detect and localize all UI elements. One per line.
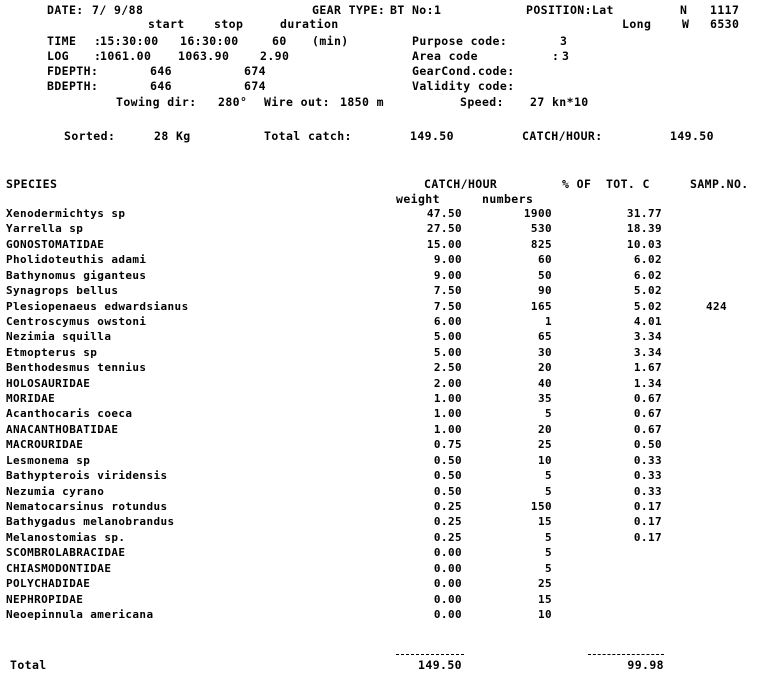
catch-numbers: 25 — [537, 438, 552, 451]
catch-numbers: 15 — [537, 593, 552, 606]
total-catch-value: 149.50 — [410, 129, 454, 143]
catch-numbers: 40 — [537, 377, 552, 390]
catch-weight: 1.00 — [433, 423, 462, 436]
species-name: Lesmonema sp — [6, 454, 91, 467]
towing-direction-label: Towing dir: — [116, 95, 197, 109]
catch-numbers: 5 — [544, 407, 552, 420]
fdepth-start: 646 — [150, 64, 172, 78]
lat-direction: N — [680, 3, 688, 17]
species-name: Pholidoteuthis adami — [6, 253, 147, 266]
percent-total-rule — [588, 654, 664, 655]
total-catch-label: Total catch: — [264, 129, 352, 143]
catch-numbers: 5 — [544, 469, 552, 482]
total-percent: 99.98 — [627, 658, 664, 672]
species-name: Benthodesmus tennius — [6, 361, 147, 374]
bdepth-stop: 674 — [244, 79, 266, 93]
species-name: NEPHROPIDAE — [6, 593, 84, 606]
catch-numbers: 5 — [544, 531, 552, 544]
catch-weight: 0.00 — [433, 593, 462, 606]
species-name: Melanostomias sp. — [6, 531, 126, 544]
catch-weight: 9.00 — [433, 269, 462, 282]
percent-of-total: 0.33 — [633, 454, 662, 467]
catch-numbers: 35 — [537, 392, 552, 405]
validity-code-label: Validity code: — [412, 79, 515, 93]
catch-weight: 0.50 — [433, 454, 462, 467]
percent-of-total: 6.02 — [633, 253, 662, 266]
catch-numbers: 50 — [537, 269, 552, 282]
species-name: MORIDAE — [6, 392, 56, 405]
catch-numbers: 20 — [537, 361, 552, 374]
species-name: Synagrops bellus — [6, 284, 119, 297]
species-name: Nematocarsinus rotundus — [6, 500, 168, 513]
species-column-header: SPECIES — [6, 177, 58, 191]
towing-direction-value: 280° — [218, 95, 248, 109]
percent-of-total: 6.02 — [633, 269, 662, 282]
catch-weight: 9.00 — [433, 253, 462, 266]
catch-numbers: 25 — [537, 577, 552, 590]
catch-numbers: 20 — [537, 423, 552, 436]
catch-weight: 7.50 — [433, 300, 462, 313]
catch-weight: 7.50 — [433, 284, 462, 297]
percent-of-total: 0.67 — [633, 392, 662, 405]
time-separator: : — [94, 34, 102, 48]
lat-value: 1117 — [710, 3, 740, 17]
log-duration: 2.90 — [260, 49, 290, 63]
catch-numbers: 90 — [537, 284, 552, 297]
fdepth-label: FDEPTH: — [47, 64, 99, 78]
total-label: Total — [10, 658, 47, 672]
weight-total-rule — [396, 654, 464, 655]
percent-of-total: 10.03 — [626, 238, 662, 251]
catch-weight: 0.25 — [433, 515, 462, 528]
sorted-label: Sorted: — [64, 129, 116, 143]
species-name: ANACANTHOBATIDAE — [6, 423, 119, 436]
species-name: Centroscymus owstoni — [6, 315, 147, 328]
species-name: Yarrella sp — [6, 222, 84, 235]
catch-numbers: 10 — [537, 608, 552, 621]
log-start: 1061.00 — [100, 49, 152, 63]
catch-numbers: 150 — [530, 500, 552, 513]
purpose-code-label: Purpose code: — [412, 34, 508, 48]
date-label: DATE: — [47, 3, 84, 17]
long-label: Long — [622, 17, 652, 31]
sample-number-column-header: SAMP.NO. — [690, 177, 749, 191]
percent-of-total: 0.50 — [633, 438, 662, 451]
percent-of-total: 3.34 — [633, 346, 662, 359]
percent-of-total: 1.34 — [633, 377, 662, 390]
purpose-code-value: 3 — [560, 34, 568, 48]
catch-weight: 1.00 — [433, 407, 462, 420]
species-name: GONOSTOMATIDAE — [6, 238, 105, 251]
log-separator: : — [94, 49, 102, 63]
area-code-separator: : — [552, 49, 560, 63]
species-name: Plesiopenaeus edwardsianus — [6, 300, 189, 313]
species-name: SCOMBROLABRACIDAE — [6, 546, 126, 559]
catch-numbers: 1 — [544, 315, 552, 328]
catch-numbers: 5 — [544, 562, 552, 575]
catch-numbers: 1900 — [523, 207, 552, 220]
catch-per-hour-label: CATCH/HOUR: — [522, 129, 603, 143]
catch-numbers: 165 — [530, 300, 552, 313]
area-code-label: Area code — [412, 49, 478, 63]
weight-column-header: weight — [396, 192, 440, 206]
catch-numbers: 15 — [537, 515, 552, 528]
percent-of-total: 0.67 — [633, 407, 662, 420]
catch-weight: 0.00 — [433, 562, 462, 575]
area-code-value: 3 — [562, 49, 570, 63]
catch-weight: 0.75 — [433, 438, 462, 451]
gear-type-value: BT No:1 — [390, 3, 442, 17]
percent-of-total: 0.17 — [633, 531, 662, 544]
wire-out-label: Wire out: — [264, 95, 330, 109]
total-weight: 149.50 — [418, 658, 462, 672]
catch-weight: 15.00 — [426, 238, 462, 251]
position-label: POSITION:Lat — [526, 3, 614, 17]
bdepth-label: BDEPTH: — [47, 79, 99, 93]
catch-per-hour-column-header: CATCH/HOUR — [424, 177, 498, 191]
percent-of-total: 3.34 — [633, 330, 662, 343]
percent-of-total: 5.02 — [633, 284, 662, 297]
col-stop-heading: stop — [214, 17, 244, 31]
catch-weight: 0.00 — [433, 546, 462, 559]
percent-of-total: 18.39 — [626, 222, 662, 235]
col-duration-heading: duration — [280, 17, 339, 31]
catch-numbers: 60 — [537, 253, 552, 266]
catch-numbers: 825 — [530, 238, 552, 251]
fdepth-stop: 674 — [244, 64, 266, 78]
catch-weight: 0.00 — [433, 608, 462, 621]
species-name: Nezimia squilla — [6, 330, 112, 343]
species-name: CHIASMODONTIDAE — [6, 562, 112, 575]
gear-condition-label: GearCond.code: — [412, 64, 515, 78]
species-name: Neoepinnula americana — [6, 608, 154, 621]
catch-weight: 1.00 — [433, 392, 462, 405]
sorted-value: 28 Kg — [154, 129, 191, 143]
percent-of-total: 0.17 — [633, 500, 662, 513]
catch-weight: 0.50 — [433, 485, 462, 498]
time-start: 15:30:00 — [100, 34, 159, 48]
percent-of-total: 0.17 — [633, 515, 662, 528]
species-name: Etmopterus sp — [6, 346, 98, 359]
species-name: HOLOSAURIDAE — [6, 377, 91, 390]
percent-total-column-header: % OF TOT. C — [562, 177, 650, 191]
percent-of-total: 4.01 — [633, 315, 662, 328]
species-name: Acanthocaris coeca — [6, 407, 133, 420]
percent-of-total: 5.02 — [633, 300, 662, 313]
percent-of-total: 0.67 — [633, 423, 662, 436]
percent-of-total: 0.33 — [633, 469, 662, 482]
species-name: Bathynomus giganteus — [6, 269, 147, 282]
log-stop: 1063.90 — [178, 49, 230, 63]
catch-weight: 0.00 — [433, 577, 462, 590]
speed-label: Speed: — [460, 95, 504, 109]
catch-numbers: 30 — [537, 346, 552, 359]
catch-numbers: 5 — [544, 485, 552, 498]
catch-per-hour-value: 149.50 — [670, 129, 714, 143]
long-value: 6530 — [710, 17, 740, 31]
speed-value: 27 kn*10 — [530, 95, 589, 109]
catch-weight: 6.00 — [433, 315, 462, 328]
time-stop: 16:30:00 — [180, 34, 239, 48]
catch-weight: 0.25 — [433, 531, 462, 544]
catch-weight: 0.25 — [433, 500, 462, 513]
time-label: TIME — [47, 34, 77, 48]
percent-of-total: 0.33 — [633, 485, 662, 498]
catch-numbers: 10 — [537, 454, 552, 467]
species-name: Bathygadus melanobrandus — [6, 515, 175, 528]
catch-weight: 2.50 — [433, 361, 462, 374]
catch-weight: 5.00 — [433, 330, 462, 343]
catch-numbers: 530 — [530, 222, 552, 235]
time-unit: (min) — [312, 34, 349, 48]
species-name: POLYCHADIDAE — [6, 577, 91, 590]
time-duration: 60 — [272, 34, 287, 48]
catch-weight: 0.50 — [433, 469, 462, 482]
wire-out-value: 1850 m — [340, 95, 384, 109]
species-name: Bathypterois viridensis — [6, 469, 168, 482]
species-name: Xenodermichtys sp — [6, 207, 126, 220]
catch-weight: 2.00 — [433, 377, 462, 390]
catch-weight: 5.00 — [433, 346, 462, 359]
species-name: Nezumia cyrano — [6, 485, 105, 498]
bdepth-start: 646 — [150, 79, 172, 93]
catch-weight: 27.50 — [426, 222, 462, 235]
sample-number: 424 — [706, 300, 728, 313]
catch-weight: 47.50 — [426, 207, 462, 220]
log-label: LOG — [47, 49, 69, 63]
long-direction: W — [682, 17, 690, 31]
numbers-column-header: numbers — [482, 192, 534, 206]
percent-of-total: 31.77 — [626, 207, 662, 220]
catch-numbers: 5 — [544, 546, 552, 559]
species-name: MACROURIDAE — [6, 438, 84, 451]
catch-numbers: 65 — [537, 330, 552, 343]
date-value: 7/ 9/88 — [92, 3, 144, 17]
col-start-heading: start — [148, 17, 185, 31]
gear-type-label: GEAR TYPE: — [312, 3, 386, 17]
percent-of-total: 1.67 — [633, 361, 662, 374]
